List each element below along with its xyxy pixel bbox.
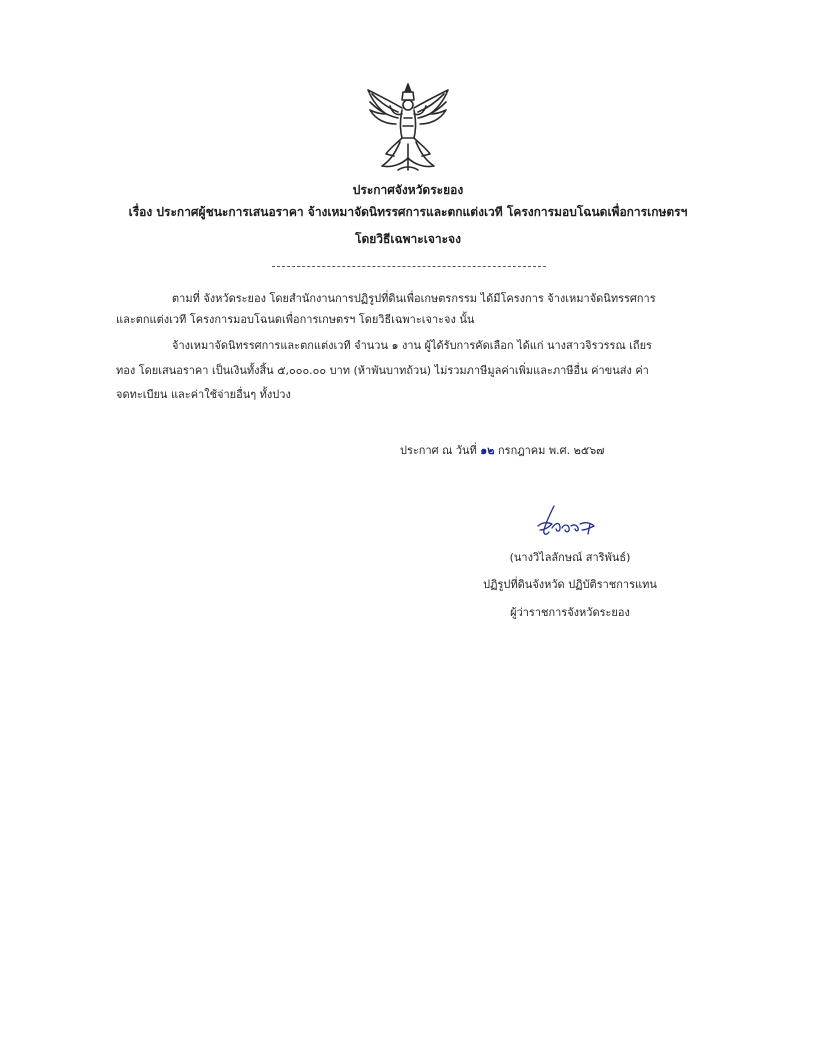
paragraph-1-line-1: ตามที่ จังหวัดระยอง โดยสำนักงานการปฏิรูปที่ดินเพื่อเกษตรกรรม ได้มีโครงการ จ้างเหมาจัดนิทรรศการ xyxy=(172,292,656,305)
document-title: ประกาศจังหวัดระยอง xyxy=(352,183,464,197)
paragraph-2-line-2: ทอง โดยเสนอราคา เป็นเงินทั้งสิ้น ๕,๐๐๐.๐๐ บาท (ห้าพันบาทถ้วน) ไม่รวมภาษีมูลค่าเพิ่มและภาษีอื่น ค่าขนส่ง ค่า xyxy=(116,364,649,377)
garuda-emblem-icon xyxy=(358,78,458,178)
announce-date xyxy=(400,441,604,459)
subject-line-2: โดยวิธีเฉพาะเจาะจง xyxy=(355,232,461,246)
paragraph-1-line-2: และตกแต่งเวที โครงการมอบโฉนดเพื่อการเกษตรฯ โดยวิธีเฉพาะเจาะจง นั้น xyxy=(116,313,475,326)
paragraph-2-line-3: จดทะเบียน และค่าใช้จ่ายอื่นๆ ทั้งปวง xyxy=(116,388,291,401)
divider xyxy=(272,266,546,267)
subject-line-1: เรื่อง ประกาศผู้ชนะการเสนอราคา จ้างเหมาจัดนิทรรศการและตกแต่งเวที โครงการมอบโฉนดเพื่อการเกษตรฯ xyxy=(128,205,688,219)
announce-date-suffix: กรกฎาคม พ.ศ. ๒๕๖๗ xyxy=(494,444,605,457)
signatory-position-2: ผู้ว่าราชการจังหวัดระยอง xyxy=(510,606,630,619)
signatory-name: (นางวิไลลักษณ์ สาริพันธ์) xyxy=(509,551,631,564)
announce-date-day: ๑๒ xyxy=(480,444,495,457)
paragraph-2-line-1: จ้างเหมาจัดนิทรรศการและตกแต่งเวที จำนวน ๑ งาน ผู้ได้รับการคัดเลือก ได้แก่ นางสาวจิรวรรณ เถียร xyxy=(172,339,652,352)
announce-date-prefix: ประกาศ ณ วันที่ xyxy=(400,444,481,457)
signatory-position-1: ปฏิรูปที่ดินจังหวัด ปฏิบัติราชการแทน xyxy=(483,578,657,591)
handwritten-signature xyxy=(524,500,604,542)
